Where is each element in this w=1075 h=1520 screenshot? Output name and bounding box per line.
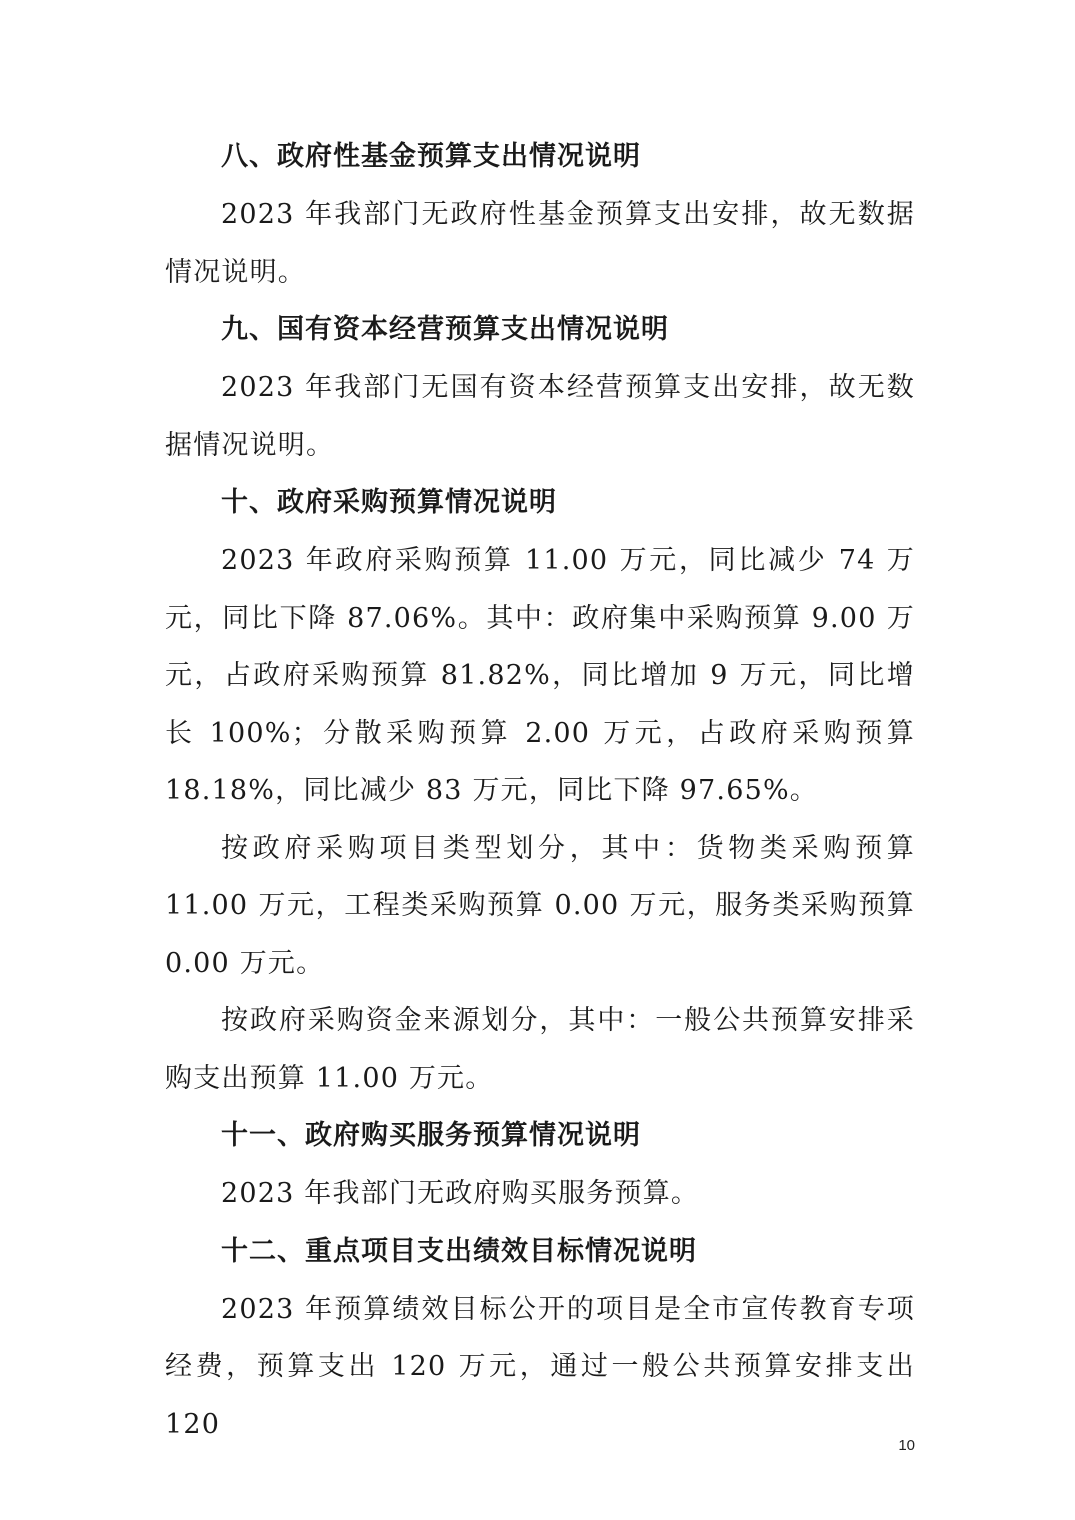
section-heading-procurement: 十、政府采购预算情况说明 [221,487,557,518]
paragraph-government-fund: 2023 年我部门无政府性基金预算支出安排，故无数据情况说明。 [165,199,915,288]
section-heading-government-fund: 八、政府性基金预算支出情况说明 [221,141,641,172]
paragraph-procurement-by-type: 按政府采购项目类型划分，其中：货物类采购预算 11.00 万元，工程类采购预算 0.00 万元，服务类采购预算 0.00 万元。 [165,832,915,979]
document-body [165,128,915,1453]
paragraph-purchased-services: 2023 年我部门无政府购买服务预算。 [221,1178,700,1209]
section-heading-performance-goals: 十二、重点项目支出绩效目标情况说明 [221,1235,697,1267]
paragraph-performance-goals: 2023 年预算绩效目标公开的项目是全市宣传教育专项经费，预算支出 120 万元，通过一般公共预算安排支出 120 [165,1293,915,1440]
section-heading-state-capital: 九、国有资本经营预算支出情况说明 [221,314,669,345]
paragraph-procurement-by-source: 按政府采购资金来源划分，其中：一般公共预算安排采购支出预算 11.00 万元。 [165,1005,915,1094]
paragraph-state-capital: 2023 年我部门无国有资本经营预算支出安排，故无数据情况说明。 [165,372,915,461]
section-heading-purchased-services: 十一、政府购买服务预算情况说明 [221,1120,641,1151]
page-number: 10 [898,1437,915,1454]
paragraph-procurement-overview: 2023 年政府采购预算 11.00 万元，同比减少 74 万元，同比下降 87.06%。其中：政府集中采购预算 9.00 万元，占政府采购预算 81.82%，同比增加 9 万元，同比增长 100%；分散采购预算 2.00 万元，占政府采购预算 18.18%，同比减少 83 万元，同比下降 97.65%。 [165,545,915,806]
